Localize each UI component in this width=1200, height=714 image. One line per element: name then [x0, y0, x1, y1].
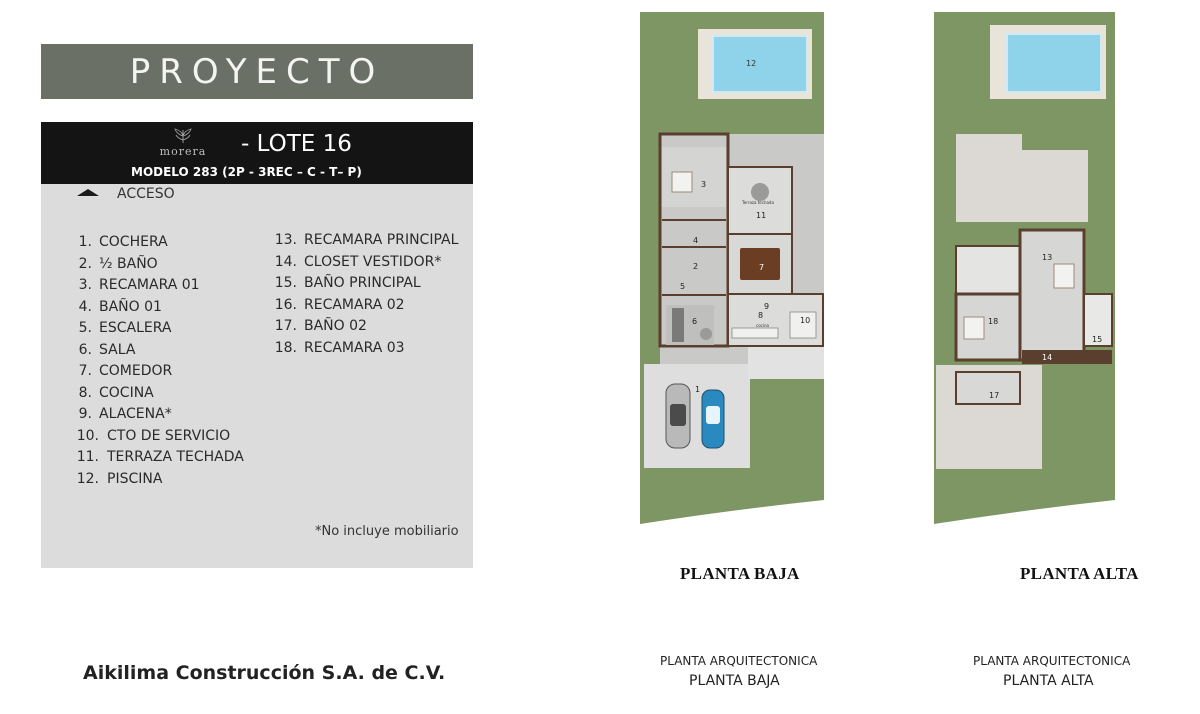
- legend-item: 6. SALA: [78, 341, 136, 358]
- pool: [1007, 34, 1101, 92]
- svg-text:8: 8: [758, 311, 764, 320]
- legend-list-right: [273, 230, 458, 359]
- svg-text:11: 11: [756, 211, 767, 220]
- svg-text:13: 13: [1042, 253, 1053, 262]
- legend-item: 12. PISCINA: [76, 470, 163, 487]
- caption-small-alta: PLANTA ARQUITECTONICA: [973, 654, 1131, 668]
- svg-text:5: 5: [680, 282, 686, 291]
- svg-text:9: 9: [764, 302, 770, 311]
- legend-list-left: [75, 232, 244, 490]
- caption-big-alta: PLANTA ALTA: [1003, 673, 1094, 689]
- car-window: [670, 404, 686, 426]
- modelo-label: MODELO 283 (2P - 3REC – C - T– P): [131, 165, 362, 179]
- panel-header: [41, 122, 473, 184]
- legend-item: 10. CTO DE SERVICIO: [76, 427, 231, 444]
- svg-text:14: 14: [1042, 353, 1053, 362]
- car-window: [706, 406, 720, 424]
- svg-text:17: 17: [989, 391, 1000, 400]
- floor-plan-planta-alta: [934, 12, 1116, 526]
- closet-band: [1022, 350, 1112, 364]
- access-arrow-icon: [77, 189, 99, 196]
- svg-text:15: 15: [1092, 335, 1103, 344]
- banner-title: PROYECTO: [129, 51, 385, 92]
- logo-text: morera: [159, 145, 207, 158]
- stair-area: [956, 246, 1020, 294]
- chair-icon: [700, 328, 712, 340]
- acceso-indicator: [77, 186, 175, 202]
- legend-item: 1. COCHERA: [78, 234, 168, 250]
- legend-item: 5. ESCALERA: [78, 320, 172, 336]
- leaf-logo-icon: [170, 128, 196, 144]
- mobiliario-note: *No incluye mobiliario: [315, 524, 459, 539]
- svg-text:1: 1: [695, 385, 701, 394]
- morera-logo: [153, 128, 213, 162]
- caption-small-baja: PLANTA ARQUITECTONICA: [660, 654, 818, 668]
- bed-icon: [1054, 264, 1074, 288]
- caption-big-baja: PLANTA BAJA: [689, 673, 780, 689]
- terrace-table-icon: [751, 183, 769, 201]
- legend-item: 16. RECAMARA 02: [274, 296, 405, 313]
- side-walk: [748, 347, 824, 379]
- proyecto-banner: [41, 44, 473, 99]
- svg-text:18: 18: [988, 317, 999, 326]
- master-bedroom: [1020, 230, 1084, 360]
- bed-icon: [964, 317, 984, 339]
- svg-text:6: 6: [692, 317, 698, 326]
- legend-item: 3. RECAMARA 01: [78, 277, 200, 293]
- acceso-label: ACCESO: [117, 186, 175, 202]
- company-name: Aikilima Construcción S.A. de C.V.: [83, 662, 446, 684]
- legend-item: 8. COCINA: [78, 384, 154, 401]
- svg-text:Terraza techada: Terraza techada: [742, 200, 774, 205]
- legend-item: 2. ½ BAÑO: [78, 255, 158, 272]
- legend-panel: [41, 122, 473, 568]
- legend-item: 13. RECAMARA PRINCIPAL: [274, 232, 459, 248]
- plan-title-baja: PLANTA BAJA: [680, 564, 800, 583]
- garage-slab: [644, 364, 750, 468]
- svg-text:4: 4: [693, 236, 699, 245]
- legend-item: 17. BAÑO 02: [274, 318, 367, 334]
- lote-title: - LOTE 16: [241, 131, 352, 157]
- svg-text:cocina: cocina: [756, 323, 769, 328]
- bed-icon: [672, 172, 692, 192]
- counter-icon: [732, 328, 778, 338]
- svg-text:2: 2: [693, 262, 699, 271]
- plan-title-alta: PLANTA ALTA: [1020, 564, 1139, 583]
- svg-text:7: 7: [759, 263, 765, 272]
- room-number: 12: [746, 59, 757, 68]
- legend-item: 7. COMEDOR: [78, 363, 173, 379]
- legend-item: 15. BAÑO PRINCIPAL: [274, 275, 421, 291]
- sofa-icon: [672, 308, 684, 342]
- floor-plan-planta-baja: [640, 12, 826, 526]
- svg-text:3: 3: [701, 180, 707, 189]
- legend-item: 9. ALACENA*: [78, 406, 172, 422]
- legend-item: 11. TERRAZA TECHADA: [76, 449, 244, 465]
- legend-item: 18. RECAMARA 03: [274, 339, 405, 356]
- bath-02: [956, 372, 1020, 404]
- legend-item: 4. BAÑO 01: [78, 298, 162, 315]
- pool: [713, 36, 807, 92]
- legend-item: 14. CLOSET VESTIDOR*: [274, 253, 442, 270]
- svg-text:10: 10: [800, 316, 811, 325]
